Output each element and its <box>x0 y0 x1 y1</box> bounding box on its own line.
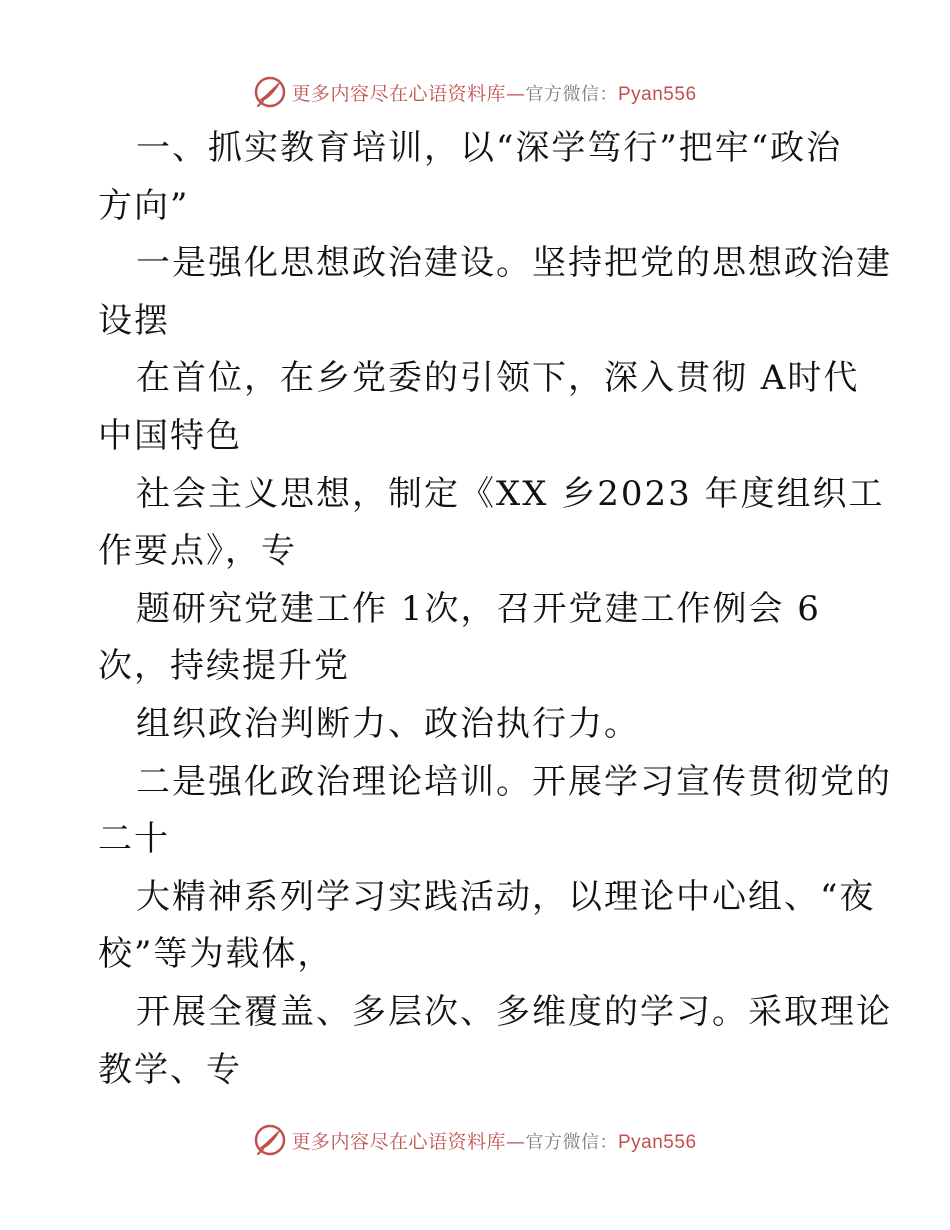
body-line: 次，持续提升党 <box>98 646 350 687</box>
body-line: 大精神系列学习实践活动，以理论中心组、“夜 <box>136 876 876 917</box>
footer-banner-text <box>291 1127 696 1154</box>
footer-banner-title: 更多内容尽在心语资料库 <box>291 1130 506 1153</box>
header-banner <box>0 72 950 112</box>
header-banner-title: 更多内容尽在心语资料库 <box>291 82 506 105</box>
quill-pen-logo-icon <box>253 75 287 109</box>
body-line: 社会主义思想，制定《XX 乡2023 年度组织工 <box>136 473 885 514</box>
body-line: 教学、专 <box>98 1049 242 1090</box>
body-line: 组织政治判断力、政治执行力。 <box>136 703 640 744</box>
body-line: 校”等为载体， <box>98 934 334 975</box>
body-line: 作要点》，专 <box>98 531 297 572</box>
footer-banner-separator: — <box>506 1130 526 1153</box>
header-banner-separator: — <box>506 82 526 105</box>
quill-pen-logo-icon <box>253 1123 287 1157</box>
header-banner-label: 官方微信： <box>525 83 618 105</box>
body-line: 二十 <box>98 819 170 860</box>
footer-banner <box>0 1120 950 1160</box>
body-line: 设摆 <box>98 300 170 341</box>
body-line: 在首位，在乡党委的引领下，深入贯彻 A时代 <box>136 358 860 399</box>
body-line: 一、抓实教育培训，以“深学笃行”把牢“政治 <box>136 128 843 168</box>
footer-banner-label: 官方微信： <box>525 1131 618 1153</box>
body-line: 方向” <box>98 185 190 226</box>
header-banner-account: Pyan556 <box>618 83 697 105</box>
body-line: 二是强化政治理论培训。开展学习宣传贯彻党的 <box>136 761 892 802</box>
body-line: 一是强化思想政治建设。坚持把党的思想政治建 <box>136 243 892 284</box>
body-line: 题研究党建工作 1次，召开党建工作例会 6 <box>136 588 821 629</box>
document-body <box>98 120 892 1099</box>
footer-banner-account: Pyan556 <box>618 1131 697 1153</box>
body-line: 开展全覆盖、多层次、多维度的学习。采取理论 <box>136 991 892 1032</box>
header-banner-text <box>291 79 696 106</box>
body-line: 中国特色 <box>98 415 242 456</box>
